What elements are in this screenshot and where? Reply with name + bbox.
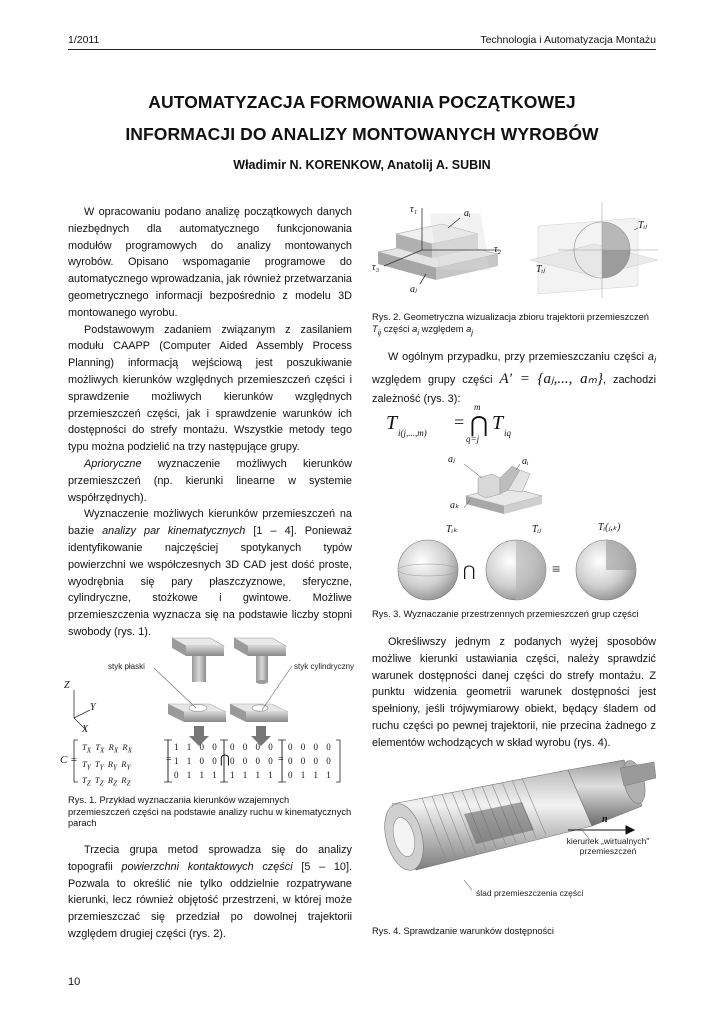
flat-joint-part-upper: [172, 638, 224, 682]
right-paragraph-1: W ogólnym przypadku, przy przemieszczaniu części $a_i$ względem grupy części A′ = {aⱼ,..., aₘ}, zachodzi zależność (rys. 3):: [372, 351, 656, 406]
title-line-1: AUTOMATYZACJA FORMOWANIA POCZĄTKOWEJ: [148, 92, 576, 112]
header-rule: [68, 49, 656, 50]
Tij-label-left: Tᵢⱼ: [536, 264, 545, 275]
shaft-assembly: [378, 758, 656, 874]
paragraph-topography: Trzecia grupa metod sprowadza się do analizy topografii powierzchni kontaktowych części [5 – 10]. Pozwala to określić nie tylko oddzielnie rozpatrywane kierunki, lecz również objętość przestrzeni, w której może przemieszczać się przedział po dowolnej trajektorii względem drugiej części (rys. 2).: [68, 844, 352, 940]
fig3-aj-label: aⱼ: [448, 454, 455, 465]
ai-label: aᵢ: [464, 208, 471, 219]
sphere-Tik: [398, 540, 458, 600]
figure-4-caption: Rys. 4. Sprawdzanie warunków dostępności: [372, 926, 554, 936]
figure-1: styk płaski styk cylindryczny Z Y X C = $T_X$ $T_X$ $R_X$ $R_X$ $T_Y$ $T_Y$ $R_Y$ $R_Y$ $T_Z$ $T_Z$ $R_Z$ $R_Z$ = 1 1 0 0 1 1 0 0 0 1 1 1 ⋂ 0 0 0 0 0 0 0 0 1 1 1 1 = 0 0 0 0 0 0 0 0 0 1 1 1: [60, 632, 354, 792]
figure-2-caption: Rys. 2. Geometryczna wizualizacja zbioru trajektorii przemieszczeń $T_{ij}$ części $a_i$ względem $a_j$: [372, 312, 649, 337]
figure-4: [372, 756, 656, 916]
cylindrical-joint-part-upper: [234, 638, 286, 684]
equivalence-operator: ≡: [552, 562, 561, 578]
matrix-lhs: C =: [60, 754, 78, 766]
group-formula: A′ = {aⱼ,..., aₘ}: [499, 371, 603, 388]
aj-label: aⱼ: [410, 284, 417, 295]
figure-2: [370, 200, 660, 300]
fig3-ak-label: aₖ: [450, 500, 460, 511]
issue-number: 1/2011: [68, 34, 100, 46]
matrix-b: 0 0 0 0 0 0 0 0 1 1 1 1: [230, 742, 276, 780]
fig3-Tij-label: Tᵢⱼ: [532, 524, 541, 535]
title-line-2: INFORMACJI DO ANALIZY MONTOWANYCH WYROBÓW: [125, 124, 599, 144]
label-flat-joint: styk płaski: [108, 662, 145, 671]
axis-x-label: X: [82, 724, 89, 735]
formula-intersection: T i(j,...,m) = m ⋂ q=j T iq: [386, 402, 512, 444]
authors: Władimir N. KORENKOW, Anatolij A. SUBIN: [233, 158, 491, 172]
paragraph-a-priori: Aprioryczne wyznaczenie możliwych kierunków przemieszczeń (np. kierunki linearne w systemie współrzędnych).: [68, 457, 352, 504]
left-column-bottom: [68, 842, 352, 943]
matrix-symbolic: $T_X$ $T_X$ $R_X$ $R_X$ $T_Y$ $T_Y$ $R_Y$ $R_Y$ $T_Z$ $T_Z$ $R_Z$ $R_Z$: [82, 742, 132, 789]
intersect-operator: ⋂: [463, 564, 476, 580]
fig3-ai-label: aᵢ: [522, 456, 529, 467]
figure-3: [372, 456, 656, 602]
label-cylindrical-joint: styk cylindryczny: [294, 662, 355, 671]
fig3-Tijk-label: Tᵢ(ⱼ,ₖ): [598, 522, 621, 533]
matrix-a: 1 1 0 0 1 1 0 0 0 1 1 1: [174, 742, 220, 780]
vector-n-label: n: [602, 814, 608, 825]
right-paragraph-2: Określiwszy jednym z podanych wyżej sposobów możliwe kierunki ustawiania części, należy sprawdzić warunek dostępności danej części do strefy montażu. Z punktu widzenia geometrii warunek dostępności jest spełniony, jeśli trójwymiarowy obiekt, będący śladem od ruchu części po pewnej trajektorii, nie przecina żadnego z elementów wchodzących w skład wyrobu (rys. 4).: [372, 636, 656, 749]
intersect-symbol: ⋂: [220, 752, 230, 766]
paragraph-abstract: W opracowaniu podano analizę początkowych danych niezbędnych dla automatycznego funkcjonowania modułów programowych do analizy montowanych wyrobów. Opisano wspomaganie programowe do automatycznego wprowadzania, jak również przetwarzania geometrycznego informacji bezpośrednio z modelu 3D montowanego wyrobu.: [68, 206, 352, 319]
journal-name: Technologia i Automatyzacja Montażu: [480, 34, 656, 46]
trajectory-sphere: [530, 202, 658, 298]
axis-y-label: Y: [90, 702, 96, 713]
figure-3-caption: Rys. 3. Wyznaczanie przestrzennych przemieszczeń grup części: [372, 609, 639, 619]
tau2-label: τ₂: [494, 244, 502, 255]
slider-block-assembly: [378, 214, 498, 280]
fig3-Tik-label: Tᵢₖ: [446, 524, 458, 535]
flat-joint-part-lower: [168, 704, 226, 722]
trace-label: ślad przemieszczenia części: [476, 888, 584, 898]
virtual-direction-label: kierunek „wirtualnych" przemieszczeń: [566, 836, 650, 856]
page-number: 10: [68, 976, 81, 988]
paragraph-main-task: Podstawowym zadaniem związanym z zasilaniem modułu CAAPP (Computer Aided Assembly Process Planning) informacją wejściową jest poszukiwanie możliwych kierunków względnych przemieszczeń części i sprawdzenie możliwych kierunków względnych przemieszczeń części, jak i sprawdzenie warunków ich dostępności do strefy montażu. Wszystkie metody tego typu można podzielić na trzy następujące grupy.: [68, 323, 352, 454]
sphere-Tij: [486, 540, 546, 600]
cylindrical-joint-part-lower: [230, 704, 288, 722]
part-group-model: [466, 466, 542, 514]
tau1-label: τ₁: [410, 204, 418, 215]
figure-1-caption: Rys. 1. Przykład wyznaczania kierunków wzajemnych przemieszczeń części na podstawie analizy ruchu w kinematycznych parach: [68, 795, 352, 828]
paragraph-kinematic: Wyznaczenie możliwych kierunków przemieszczeń na bazie analizy par kinematycznych [1 – 4]. Ponieważ identyfikowanie najczęściej spotykanych typów powierzchni we współczesnych 3D CAD jest dość proste, wyodrębnia się pary płaszczyznowe, sferyczne, cylindryczne, stożkowe i gwintowe. Możliwe przemieszczenia wyznacza się na podstawie liczby stopni swobody (rys. 1).: [68, 508, 353, 638]
tau3-label: τ₃: [372, 262, 380, 273]
left-column-top: [68, 204, 352, 641]
Tij-label-right: Tᵢⱼ: [638, 220, 647, 231]
matrix-c: 0 0 0 0 0 0 0 0 0 1 1 1: [288, 742, 334, 780]
sphere-Tijk: [576, 540, 636, 600]
axis-z-label: Z: [64, 680, 70, 691]
